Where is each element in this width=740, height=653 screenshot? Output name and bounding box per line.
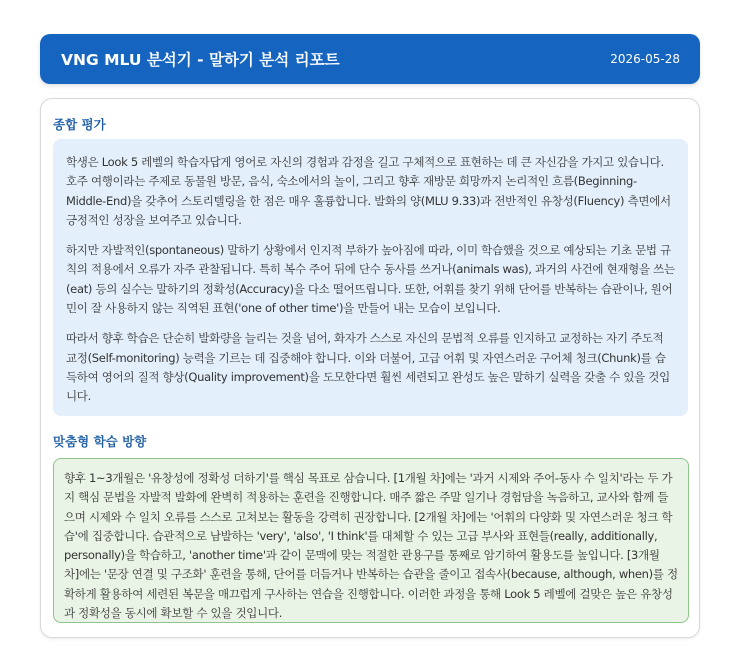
summary-section-title: 종합 평가	[53, 117, 106, 132]
report-title: VNG MLU 분석기 - 말하기 분석 리포트	[61, 51, 340, 69]
plan-section-title: 맞춤형 학습 방향	[53, 434, 147, 449]
report-header	[40, 34, 700, 84]
summary-box	[53, 139, 688, 416]
report-date: 2026-05-28	[610, 52, 680, 66]
plan-box	[53, 458, 689, 623]
report-card	[40, 98, 700, 638]
summary-paragraph: 학생은 Look 5 레벨의 학습자답게 영어로 자신의 경험과 감정을 길고 구체적으로 표현하는 데 큰 자신감을 가지고 있습니다. 호주 여행이라는 주제로 동물원 방문, 음식, 숙소에서의 놀이, 그리고 향후 재방문 희망까지 논리적인 흐름(Beginning-Middle-End)을 갖추어 스토리텔링을 한 점은 매우 훌륭합니다. 발화의 양(MLU 9.33)과 전반적인 유창성(Fluency) 측면에서 긍정적인 성장을 보여주고 있습니다.	[66, 155, 671, 227]
summary-paragraph: 하지만 자발적인(spontaneous) 말하기 상황에서 인지적 부하가 높아짐에 따라, 이미 학습했을 것으로 예상되는 기초 문법 규칙의 적용에서 오류가 자주 관찰됩니다. 특히 복수 주어 뒤에 단수 동사를 쓰거나(animals was), 과거의 사건에 현재형을 쓰는(eat) 등의 실수는 말하기의 정확성(Accuracy)을 다소 떨어뜨립니다. 또한, 어휘를 찾기 위해 단어를 반복하는 습관이나, 원어민이 잘 사용하지 않는 직역된 표현('one of other time')을 만들어 내는 모습이 보입니다.	[66, 243, 675, 316]
summary-paragraph: 따라서 향후 학습은 단순히 발화량을 늘리는 것을 넘어, 화자가 스스로 자신의 문법적 오류를 인지하고 교정하는 자기 주도적 교정(Self-monitoring) 능력을 기르는 데 집중해야 합니다. 이와 더불어, 고급 어휘 및 자연스러운 구어체 청크(Chunk)를 습득하여 영어의 질적 향상(Quality improvement)을 도모한다면 훨씬 세련되고 완성도 높은 말하기 실력을 갖출 수 있을 것입니다.	[66, 331, 670, 404]
plan-text: 향후 1~3개월은 '유창성에 정확성 더하기'를 핵심 목표로 삼습니다. [1개월 차]에는 '과거 시제와 주어-동사 수 일치'라는 두 가지 핵심 문법을 자발적 발화에 완벽히 적용하는 훈련을 진행합니다. 매주 짧은 주말 일기나 경험담을 녹음하고, 교사와 함께 들으며 시제와 수 일치 오류를 스스로 고쳐보는 활동을 강력히 권장합니다. [2개월 차]에는 '어휘의 다양화 및 자연스러운 청크 학습'에 집중합니다. 습관적으로 남발하는 'very', 'also', 'I think'를 대체할 수 있는 고급 부사와 표현들(really, additionally, personally)을 학습하고, 'another time'과 같이 문맥에 맞는 적절한 관용구를 통째로 암기하여 활용도를 높입니다. [3개월 차]에는 '문장 연결 및 구조화' 훈련을 통해, 단어를 더듬거나 반복하는 습관을 줄이고 접속사(because, although, when)를 정확하게 활용하여 세련된 복문을 매끄럽게 구사하는 연습을 진행합니다. 이러한 과정을 통해 Look 5 레벨에 걸맞은 높은 유창성과 정확성을 동시에 확보할 수 있을 것입니다.	[64, 471, 678, 621]
